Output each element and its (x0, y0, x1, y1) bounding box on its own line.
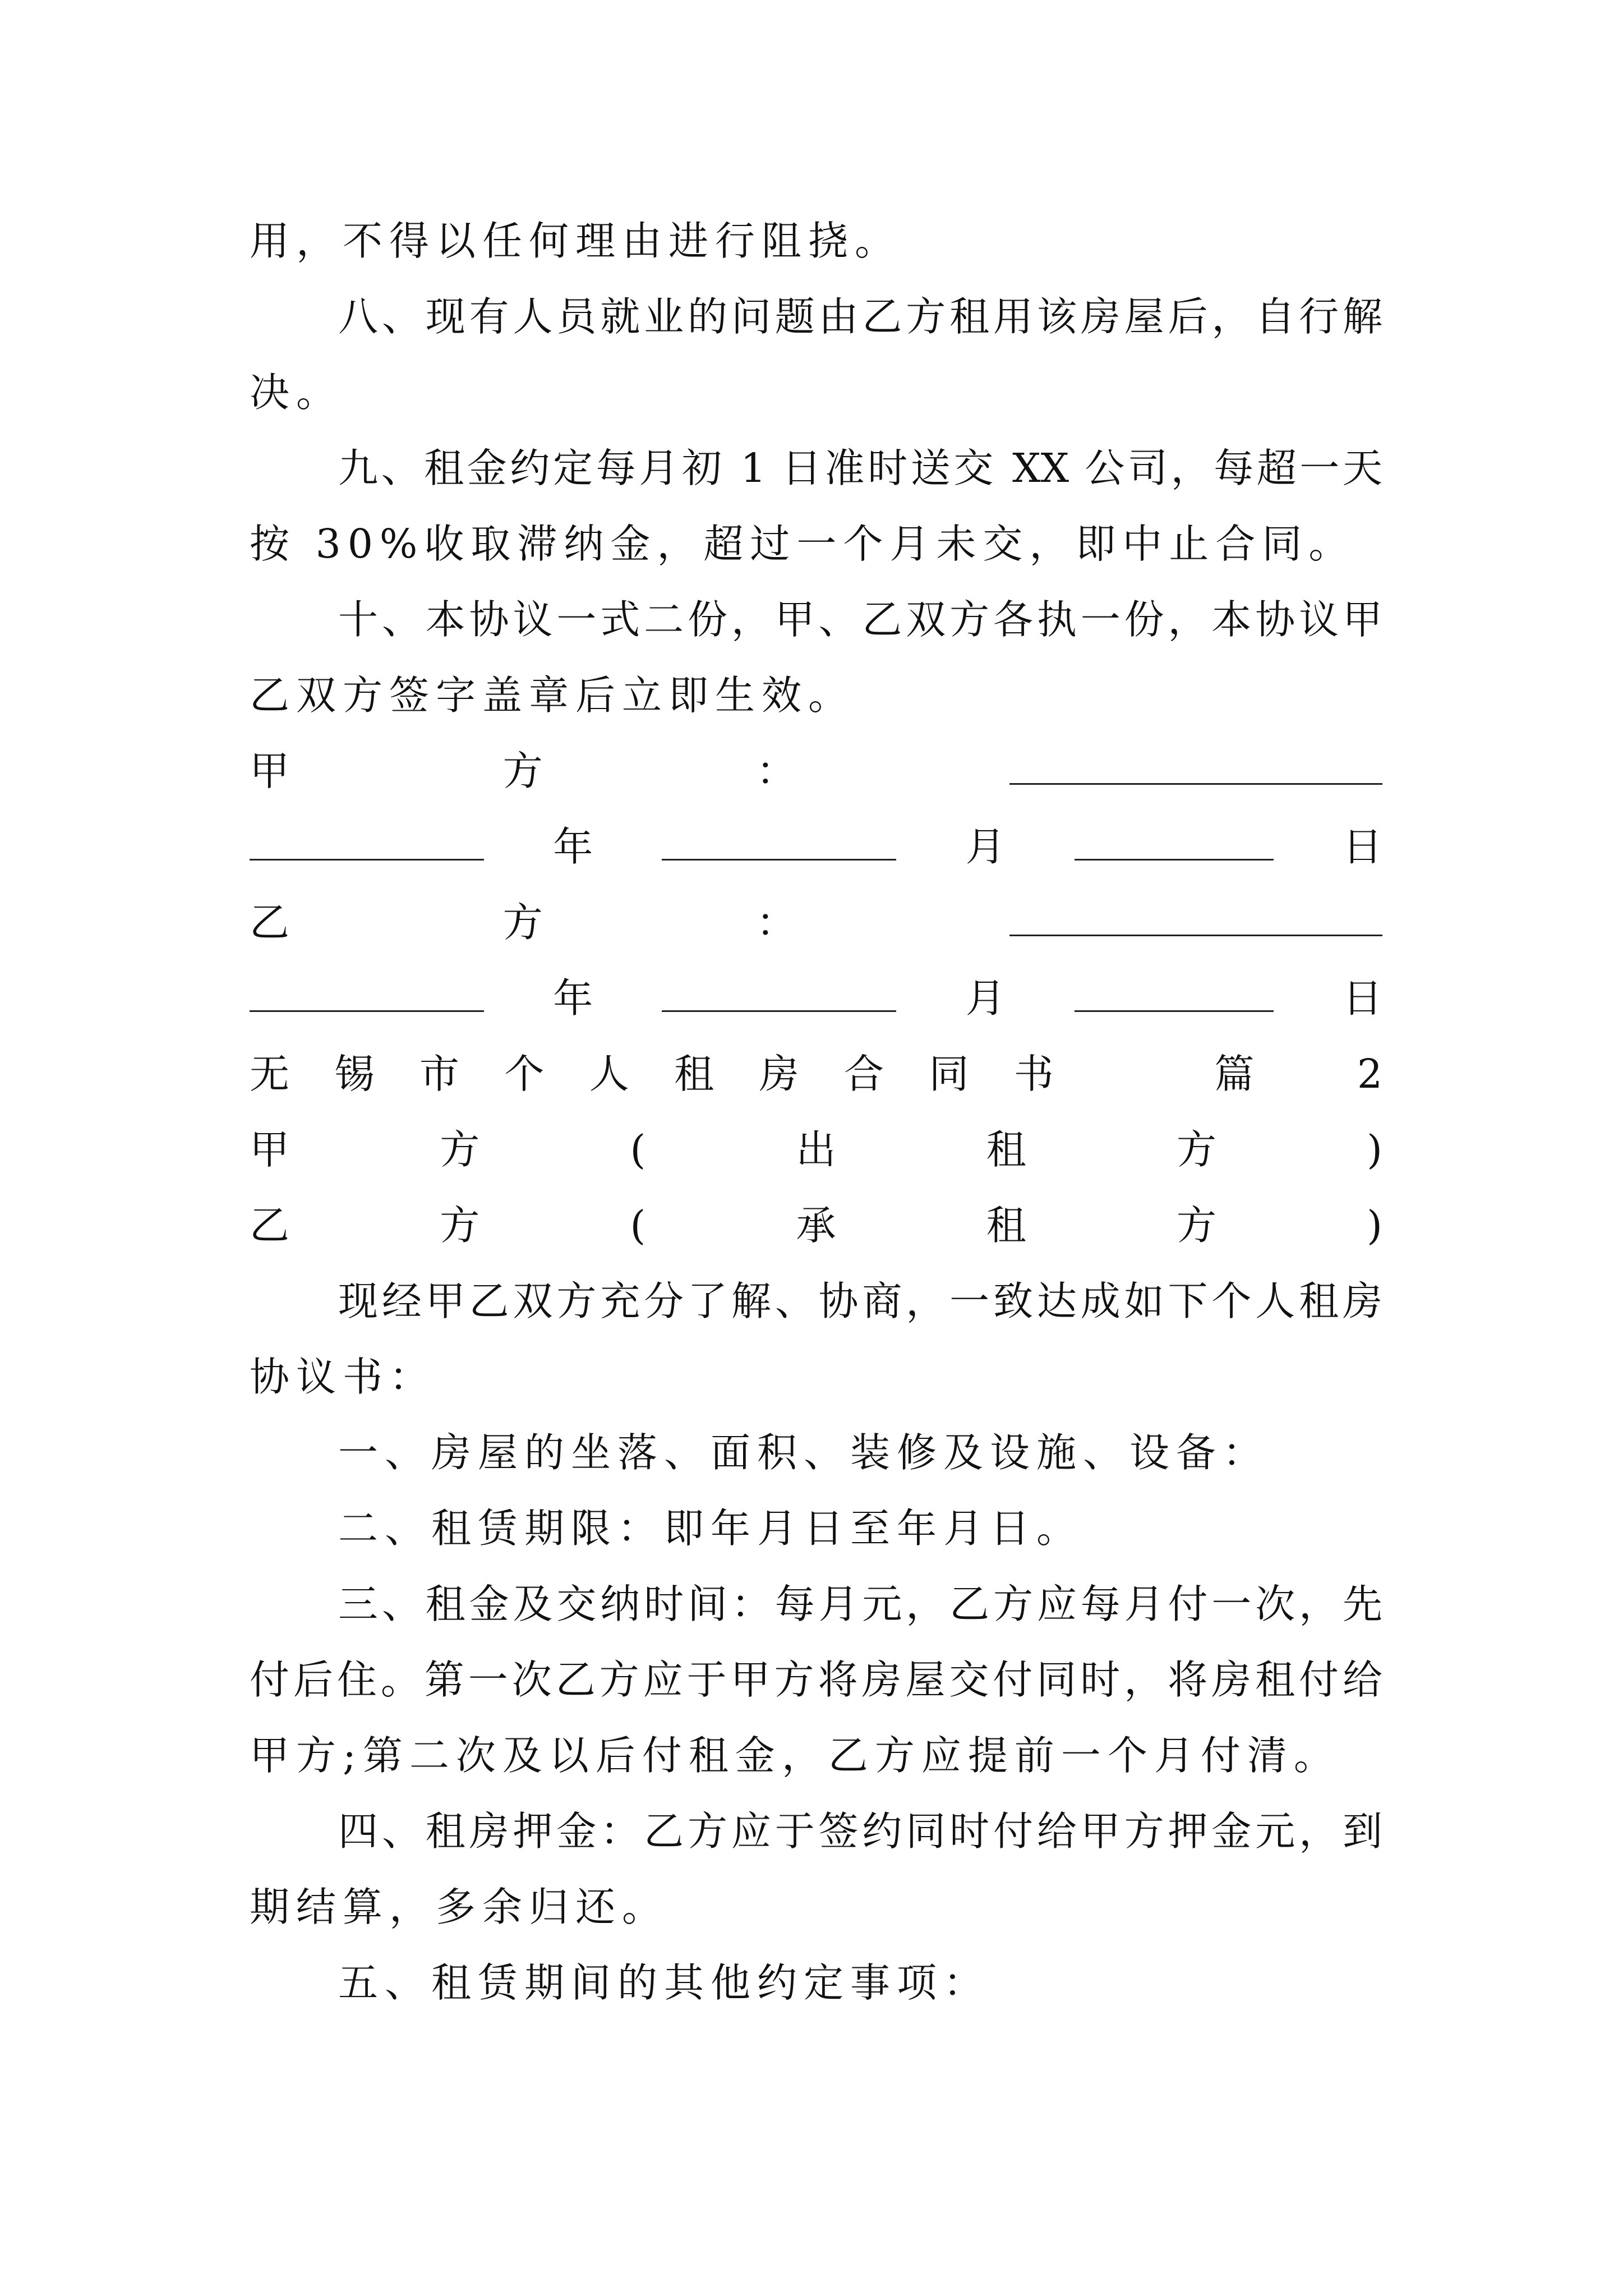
party-b-blank (1009, 900, 1382, 936)
month-label: 月 (896, 823, 1075, 870)
day-blank (1075, 824, 1274, 861)
party-a-label: 甲方： (250, 748, 1009, 794)
paragraph-line: 现经甲乙双方充分了解、协商，一致达成如下个人租房 (338, 1278, 1382, 1324)
paragraph-line: 乙双方签字盖章后立即生效。 (250, 672, 855, 719)
paragraph-line: 付后住。第一次乙方应于甲方将房屋交付同时，将房租付给 (250, 1657, 1382, 1703)
year-blank (250, 976, 484, 1012)
paragraph-line: 决。 (250, 369, 343, 416)
day-label: 日 (1273, 975, 1382, 1022)
paragraph-line: 期结算，多余归还。 (250, 1884, 669, 1930)
party-b-date-line (250, 970, 1382, 1027)
year-blank (250, 824, 484, 861)
month-blank (662, 824, 896, 861)
party-b-label: 乙方： (250, 899, 1009, 946)
month-label: 月 (896, 975, 1075, 1022)
party-a-date-line (250, 819, 1382, 875)
paragraph-line: 按 30%收取滞纳金，超过一个月未交，即中止合同。 (250, 521, 1355, 567)
paragraph-line: 用，不得以任何理由进行阻挠。 (250, 218, 902, 264)
section-title: 无锡市个人租房合同书 篇 2 (250, 1051, 1382, 1097)
party-a-lessor: 甲方(出租方) (250, 1126, 1382, 1173)
year-label: 年 (484, 823, 662, 870)
day-label: 日 (1273, 823, 1382, 870)
party-a-blank (1009, 748, 1382, 785)
paragraph-line: 九、租金约定每月初 1 日准时送交 XX 公司，每超一天 (338, 445, 1382, 491)
day-blank (1075, 976, 1274, 1012)
paragraph-line: 十、本协议一式二份，甲、乙双方各执一份，本协议甲 (338, 596, 1382, 643)
paragraph-line: 协议书： (250, 1354, 436, 1400)
paragraph-line: 五、租赁期间的其他约定事项： (338, 1959, 990, 2006)
month-blank (662, 976, 896, 1012)
year-label: 年 (484, 975, 662, 1022)
party-a-signature-line (250, 743, 1382, 799)
paragraph-line: 八、现有人员就业的问题由乙方租用该房屋后，自行解 (338, 293, 1382, 340)
paragraph-line: 一、房屋的坐落、面积、装修及设施、设备： (338, 1429, 1270, 1476)
paragraph-line: 甲方;第二次及以后付租金，乙方应提前一个月付清。 (250, 1732, 1340, 1779)
party-b-signature-line (250, 895, 1382, 951)
paragraph-line: 四、租房押金：乙方应于签约同时付给甲方押金元，到 (338, 1808, 1382, 1855)
paragraph-line: 三、租金及交纳时间：每月元，乙方应每月付一次，先 (338, 1581, 1382, 1627)
party-b-lessee: 乙方(承租方) (250, 1202, 1382, 1249)
paragraph-line: 二、租赁期限：即年月日至年月日。 (338, 1505, 1083, 1552)
